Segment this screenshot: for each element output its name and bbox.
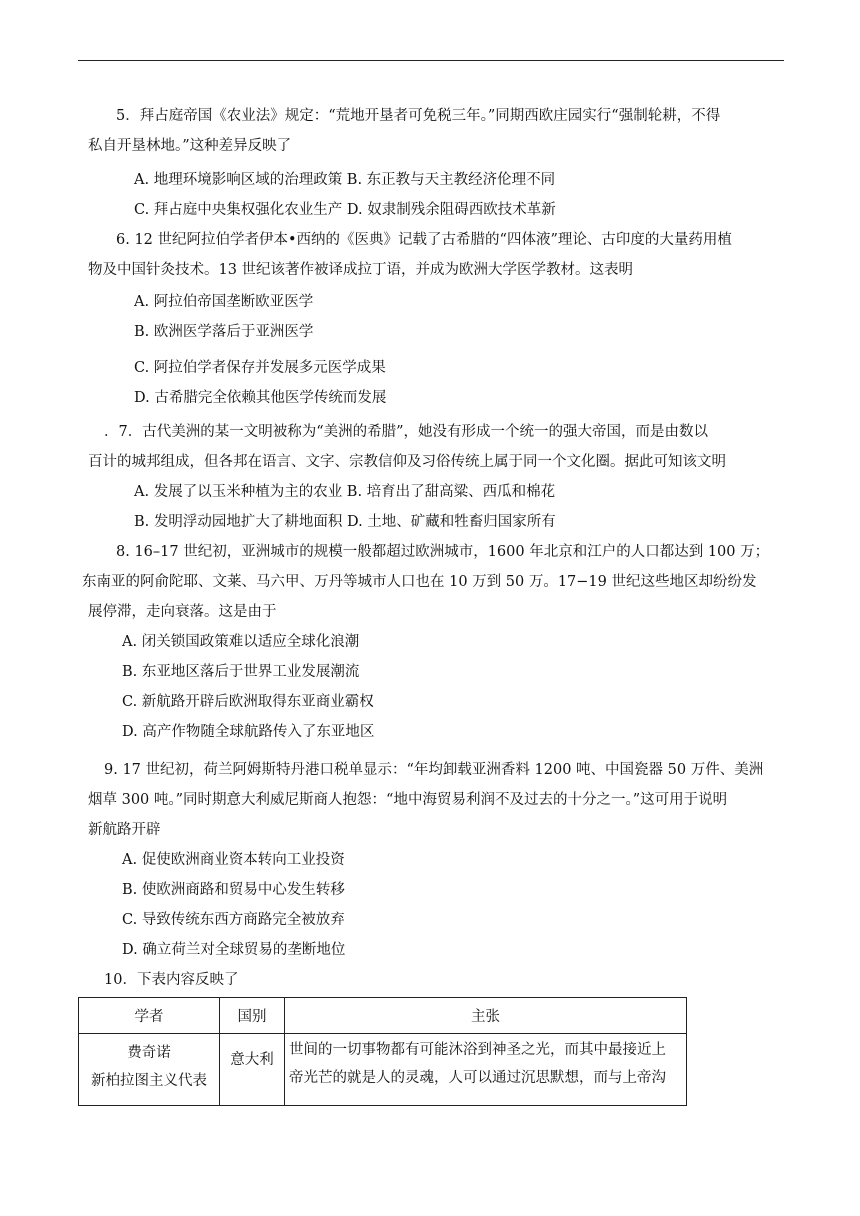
q7-options-line1: A. 发展了以玉米种植为主的农业 B. 培育出了甜高粱、西瓜和棉花 [134, 484, 556, 500]
table-header-claim: 主张 [285, 998, 687, 1034]
q9-stem-line1: 9. 17 世纪初，荷兰阿姆斯特丹港口税单显示：“年均卸载亚洲香料 1200 吨、中国瓷器 50 万件、美洲 [104, 762, 764, 778]
table-header-row [79, 998, 687, 1034]
q8-option-c: C. 新航路开辟后欧洲取得东亚商业霸权 [122, 694, 374, 710]
scholar-school: 新柏拉图主义代表 [91, 1073, 207, 1089]
q8-option-a: A. 闭关锁国政策难以适应全球化浪潮 [122, 634, 360, 650]
table-header-country: 国别 [220, 998, 285, 1034]
q8-option-b: B. 东亚地区落后于世界工业发展潮流 [122, 664, 360, 680]
q10-stem: 10．下表内容反映了 [104, 972, 239, 988]
claim-line2: 帝光芒的就是人的灵魂，人可以通过沉思默想，而与上帝沟 [289, 1070, 666, 1086]
q7-stem-line1: ．7．古代美洲的某一文明被称为“美洲的希腊”，她没有形成一个统一的强大帝国，而是由数以 [104, 424, 709, 440]
q10-table [78, 997, 687, 1106]
q9-option-a: A. 促使欧洲商业资本转向工业投资 [122, 852, 345, 868]
q8-option-d: D. 高产作物随全球航路传入了东亚地区 [122, 724, 375, 740]
q6-option-d: D. 古希腊完全依赖其他医学传统而发展 [134, 390, 387, 406]
q7-options-line2: B. 发明浮动园地扩大了耕地面积 D. 土地、矿藏和牲畜归国家所有 [134, 514, 556, 530]
header-rule [78, 60, 784, 61]
table-row [79, 1034, 687, 1106]
table-header-scholar: 学者 [79, 998, 220, 1034]
q8-stem-line1: 8. 16–17 世纪初，亚洲城市的规模一般都超过欧洲城市，1600 年北京和江户的人口都达到 100 万； [116, 544, 770, 560]
q7-stem-line2: 百计的城邦组成，但各邦在语言、文字、宗教信仰及习俗传统上属于同一个文化圈。据此可知该文明 [88, 454, 726, 470]
table-cell-claim [285, 1034, 687, 1106]
q6-stem-line2: 物及中国针灸技术。13 世纪该著作被译成拉丁语，并成为欧洲大学医学教材。这表明 [88, 262, 634, 278]
q5-stem-line1: 5．拜占庭帝国《农业法》规定：“荒地开垦者可免税三年。”同期西欧庄园实行“强制轮耕，不得 [116, 108, 721, 124]
q9-option-d: D. 确立荷兰对全球贸易的垄断地位 [122, 942, 346, 958]
q6-option-b: B. 欧洲医学落后于亚洲医学 [134, 324, 314, 340]
q5-options-line1: A. 地理环境影响区域的治理政策 B. 东正教与天主教经济伦理不同 [134, 172, 556, 188]
q9-option-b: B. 使欧洲商路和贸易中心发生转移 [122, 882, 345, 898]
table-cell-country: 意大利 [220, 1034, 285, 1106]
q9-stem-line3: 新航路开辟 [88, 822, 161, 838]
scholar-name: 费奇诺 [127, 1045, 171, 1061]
q9-option-c: C. 导致传统东西方商路完全被放弃 [122, 912, 345, 928]
q6-stem-line1: 6. 12 世纪阿拉伯学者伊本•西纳的《医典》记载了古希腊的“四体液”理论、古印度的大量药用植 [116, 232, 732, 248]
q9-stem-line2: 烟草 300 吨。”同时期意大利威尼斯商人抱怨：“地中海贸易利润不及过去的十分之一。”这可用于说明 [88, 792, 728, 808]
table-cell-scholar [79, 1034, 220, 1106]
q6-option-c: C. 阿拉伯学者保存并发展多元医学成果 [134, 360, 386, 376]
claim-line1: 世间的一切事物都有可能沐浴到神圣之光，而其中最接近上 [289, 1042, 666, 1058]
q5-options-line2: C. 拜占庭中央集权强化农业生产 D. 奴隶制残余阻碍西欧技术革新 [134, 202, 556, 218]
q8-stem-line3: 展停滞，走向衰落。这是由于 [88, 604, 277, 620]
q6-option-a: A. 阿拉伯帝国垄断欧亚医学 [134, 294, 314, 310]
q5-stem-line2: 私自开垦林地。”这种差异反映了 [88, 138, 292, 154]
q8-stem-line2: 东南亚的阿俞陀耶、文莱、马六甲、万丹等城市人口也在 10 万到 50 万。17−19 世纪这些地区却纷纷发 [82, 574, 757, 590]
